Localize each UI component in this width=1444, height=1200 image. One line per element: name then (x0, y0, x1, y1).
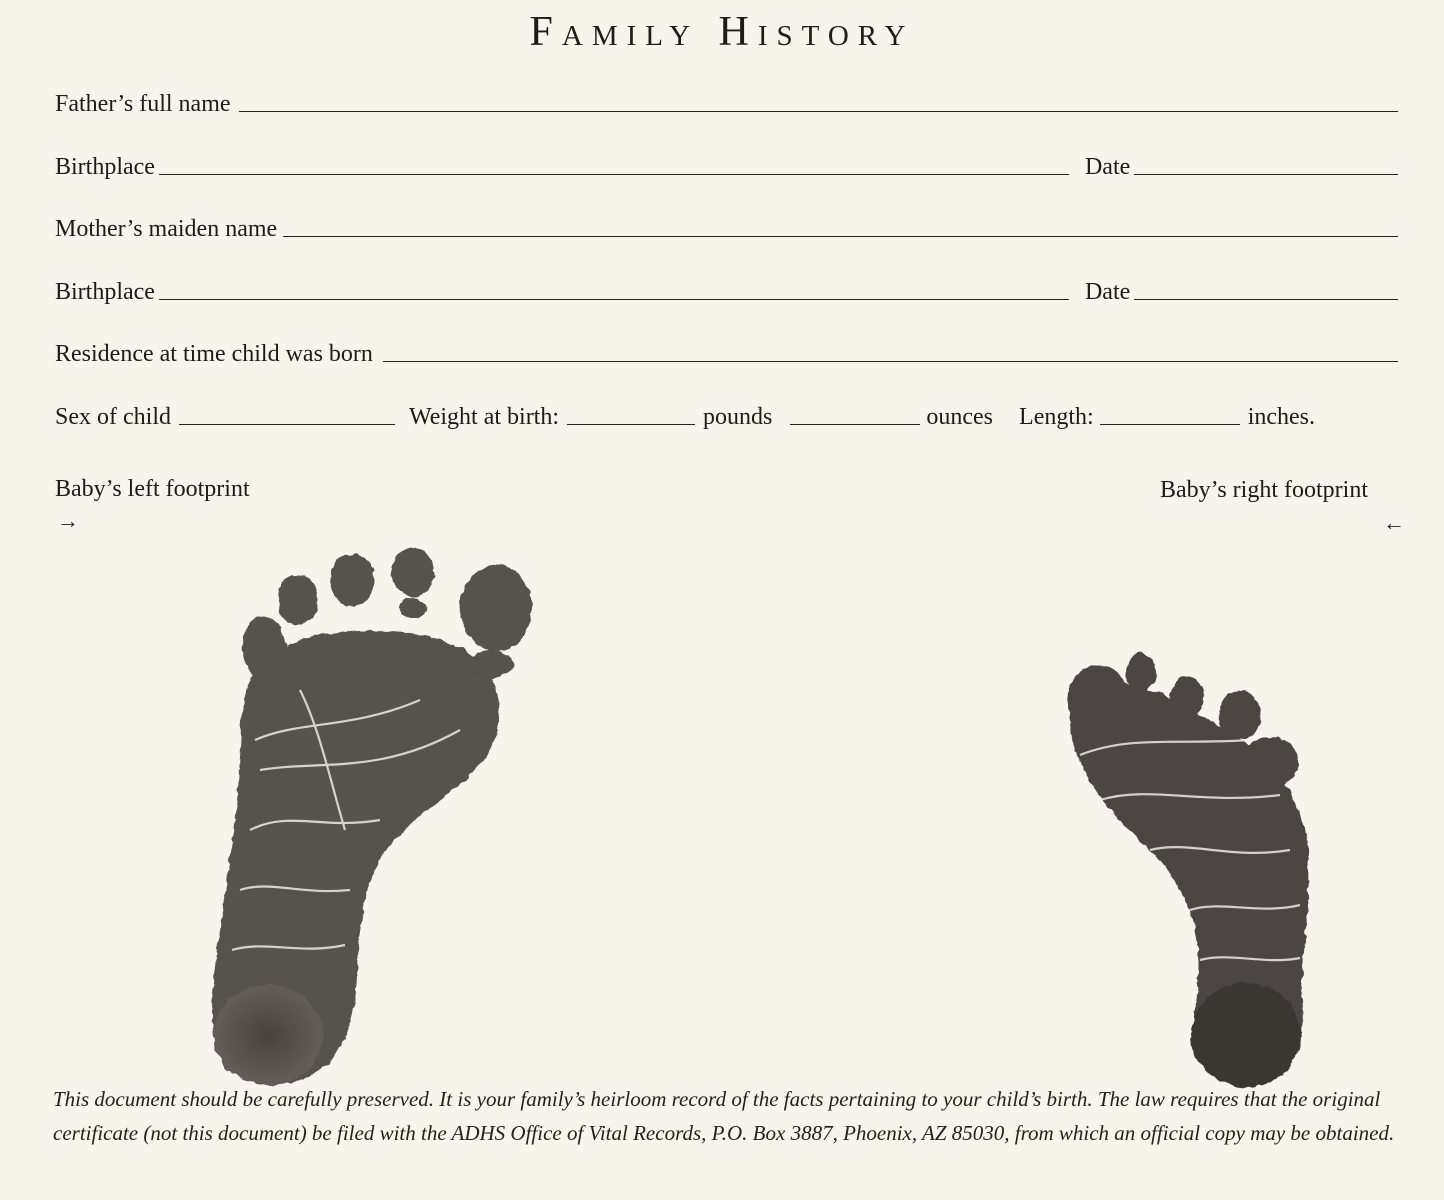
child-details-row (55, 397, 1400, 431)
father-date-label: Date (1084, 154, 1131, 180)
residence-field[interactable] (383, 361, 1398, 362)
mother-birthplace-label: Birthplace (55, 279, 155, 305)
father-name-label: Father’s full name (55, 91, 231, 117)
preservation-notice: This document should be carefully preserved. It is your family’s heirloom record of the facts pertaining to your child’s birth. The law requires that the original certificate (not this document) be filed with the ADHS Office of Vital Records, P.O. Box 3887, Phoenix, AZ 85030, from which an official copy may be obtained. (53, 1087, 1395, 1145)
mother-date-label: Date (1084, 279, 1131, 305)
father-birthplace-field[interactable] (159, 174, 1069, 175)
length-label: Length: (1019, 404, 1094, 430)
right-footprint-icon (1068, 653, 1309, 1087)
mother-name-row (55, 209, 1398, 243)
pounds-label: pounds (703, 404, 773, 430)
residence-row (55, 334, 1398, 368)
weight-pounds-field[interactable] (567, 424, 695, 425)
length-field[interactable] (1100, 424, 1240, 425)
father-date-field[interactable] (1134, 174, 1398, 175)
father-name-field[interactable] (239, 111, 1398, 112)
sex-label: Sex of child (55, 404, 171, 430)
left-footprint-icon (211, 547, 532, 1085)
mother-date-field[interactable] (1134, 299, 1398, 300)
ounces-label: ounces (926, 404, 994, 430)
father-birthplace-label: Birthplace (55, 154, 155, 180)
left-footprint-label: Baby’s left footprint (55, 476, 250, 502)
father-birthplace-row (55, 147, 1398, 181)
mother-birthplace-field[interactable] (159, 299, 1069, 300)
residence-label: Residence at time child was born (55, 341, 373, 367)
footprints-image (0, 530, 1444, 1090)
page-title: Family History (529, 9, 915, 55)
mother-name-field[interactable] (283, 236, 1398, 237)
weight-label: Weight at birth: (408, 404, 560, 430)
mother-birthplace-row (55, 272, 1398, 306)
father-name-row (55, 84, 1398, 118)
right-footprint-label: Baby’s right footprint (1160, 477, 1368, 503)
left-arrow-icon: ← (1383, 510, 1405, 535)
inches-label: inches. (1247, 404, 1315, 430)
sex-field[interactable] (179, 424, 395, 425)
mother-name-label: Mother’s maiden name (55, 216, 278, 242)
right-arrow-icon: → (57, 508, 79, 533)
weight-ounces-field[interactable] (790, 424, 920, 425)
